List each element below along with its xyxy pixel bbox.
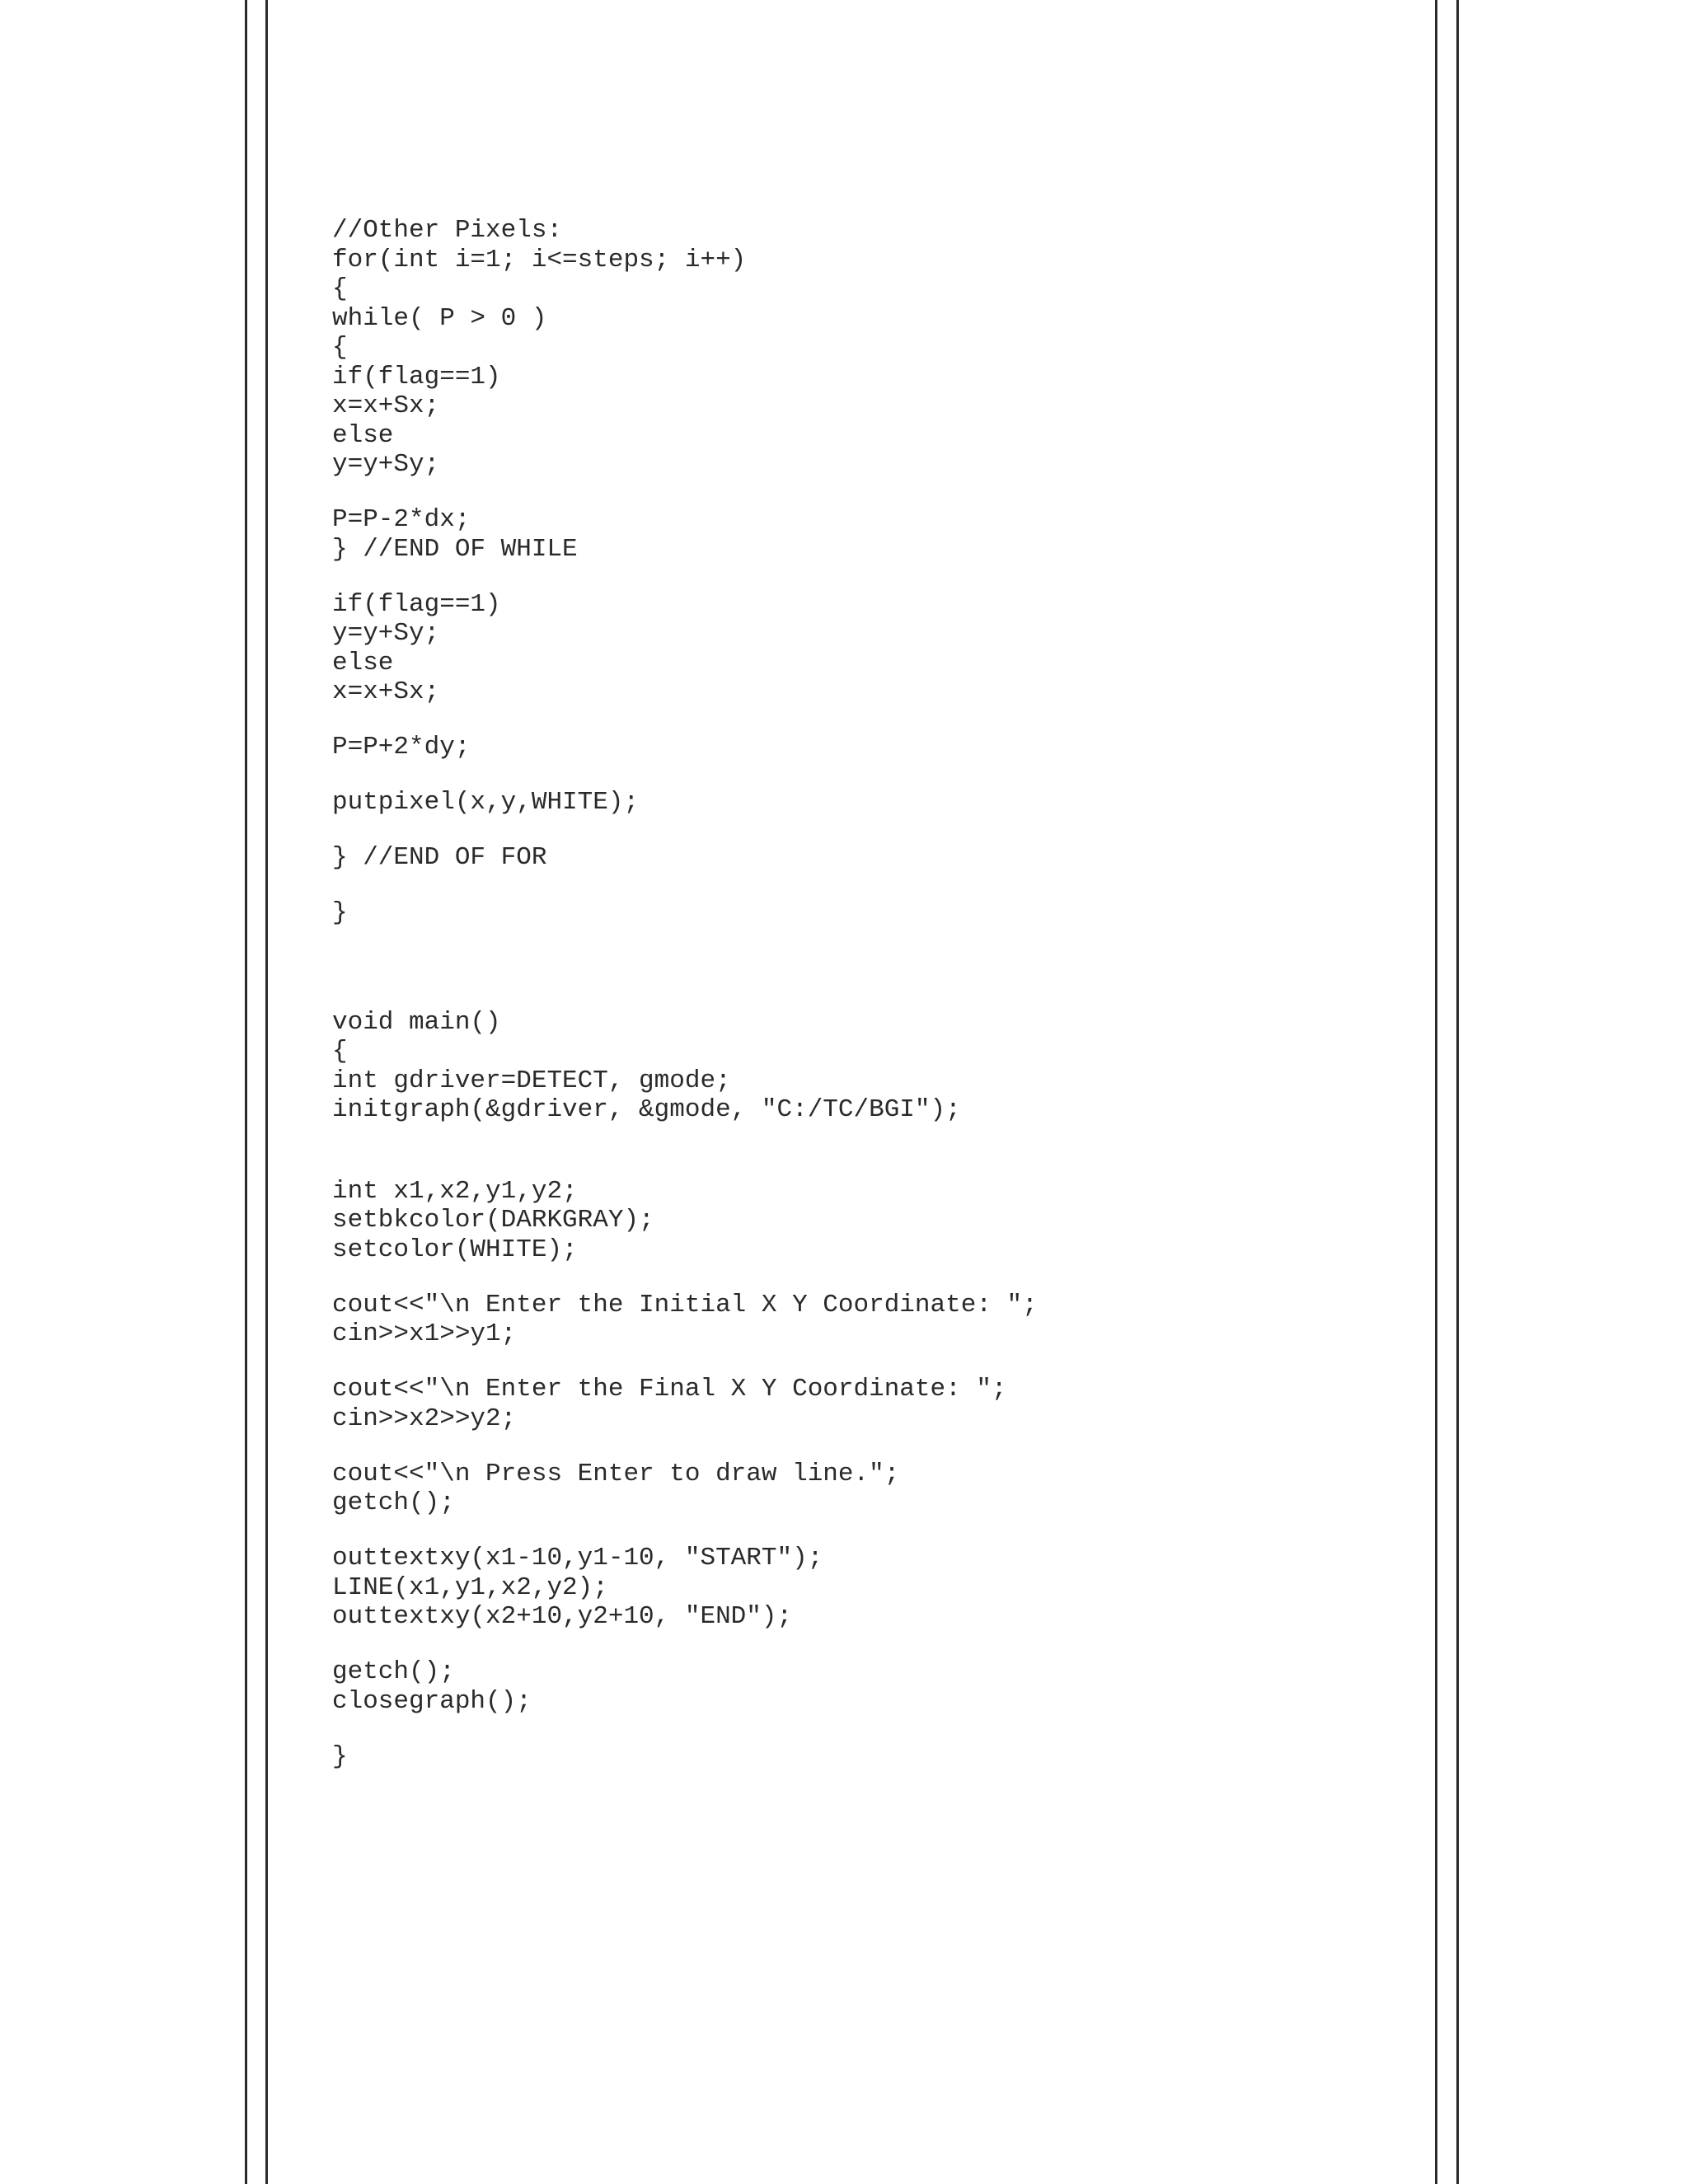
code-line: if(flag==1) xyxy=(332,362,501,391)
code-line: cin>>x2>>y2; xyxy=(332,1404,517,1433)
page-border-inner-right xyxy=(1435,0,1437,2184)
blank-line xyxy=(332,1349,1404,1376)
blank-line xyxy=(332,564,1404,590)
blank-line xyxy=(332,1433,1404,1460)
code-line: putpixel(x,y,WHITE); xyxy=(332,788,640,817)
code-line: cout<<"\n Enter the Initial X Y Coordinate: "; xyxy=(332,1290,1038,1319)
code-line: for(int i=1; i<=steps; i++) xyxy=(332,245,747,274)
code-line: { xyxy=(332,274,348,303)
code-line: y=y+Sy; xyxy=(332,450,440,479)
blank-line xyxy=(332,818,1404,844)
code-line: int x1,x2,y1,y2; xyxy=(332,1176,578,1206)
blank-line xyxy=(332,1264,1404,1291)
code-line: } xyxy=(332,1741,348,1771)
page-border-outer-left xyxy=(245,0,247,2184)
code-line: P=P+2*dy; xyxy=(332,733,471,762)
code-line: while( P > 0 ) xyxy=(332,303,547,333)
code-line: setcolor(WHITE); xyxy=(332,1235,578,1264)
blank-line xyxy=(332,928,1404,1008)
code-line: P=P-2*dx; xyxy=(332,505,471,534)
blank-line xyxy=(332,480,1404,506)
code-line: getch(); xyxy=(332,1488,455,1517)
code-listing xyxy=(332,216,1404,1771)
code-line: outtextxy(x1-10,y1-10, "START"); xyxy=(332,1544,823,1572)
code-line: { xyxy=(332,1037,348,1066)
code-line: closegraph(); xyxy=(332,1686,532,1716)
code-line: getch(); xyxy=(332,1657,455,1686)
code-line: initgraph(&gdriver, &gmode, "C:/TC/BGI"); xyxy=(332,1095,961,1124)
code-line: if(flag==1) xyxy=(332,589,501,619)
code-line: cout<<"\n Press Enter to draw line."; xyxy=(332,1459,900,1488)
blank-line xyxy=(332,1632,1404,1658)
code-line: else xyxy=(332,420,394,450)
blank-line xyxy=(332,707,1404,733)
code-line: //Other Pixels: xyxy=(332,216,563,245)
code-line: } xyxy=(332,898,348,927)
code-line: cout<<"\n Enter the Final X Y Coordinate: "; xyxy=(332,1375,1007,1404)
code-line: } //END OF FOR xyxy=(332,843,547,872)
blank-line xyxy=(332,873,1404,899)
code-line: int gdriver=DETECT, gmode; xyxy=(332,1066,731,1095)
code-line: x=x+Sx; xyxy=(332,677,440,706)
code-line: outtextxy(x2+10,y2+10, "END"); xyxy=(332,1602,793,1631)
blank-line xyxy=(332,1125,1404,1177)
code-line: setbkcolor(DARKGRAY); xyxy=(332,1206,654,1235)
blank-line xyxy=(332,762,1404,789)
code-line: LINE(x1,y1,x2,y2); xyxy=(332,1572,608,1602)
code-line: cin>>x1>>y1; xyxy=(332,1319,517,1348)
code-line: y=y+Sy; xyxy=(332,619,440,648)
page-border-outer-right xyxy=(1456,0,1459,2184)
blank-line xyxy=(332,1716,1404,1742)
code-line: } //END OF WHILE xyxy=(332,534,578,564)
code-line: else xyxy=(332,648,394,677)
code-line: { xyxy=(332,333,348,362)
code-line: x=x+Sx; xyxy=(332,391,440,420)
code-line: void main() xyxy=(332,1007,501,1037)
blank-line xyxy=(332,1518,1404,1544)
page-border-inner-left xyxy=(265,0,268,2184)
